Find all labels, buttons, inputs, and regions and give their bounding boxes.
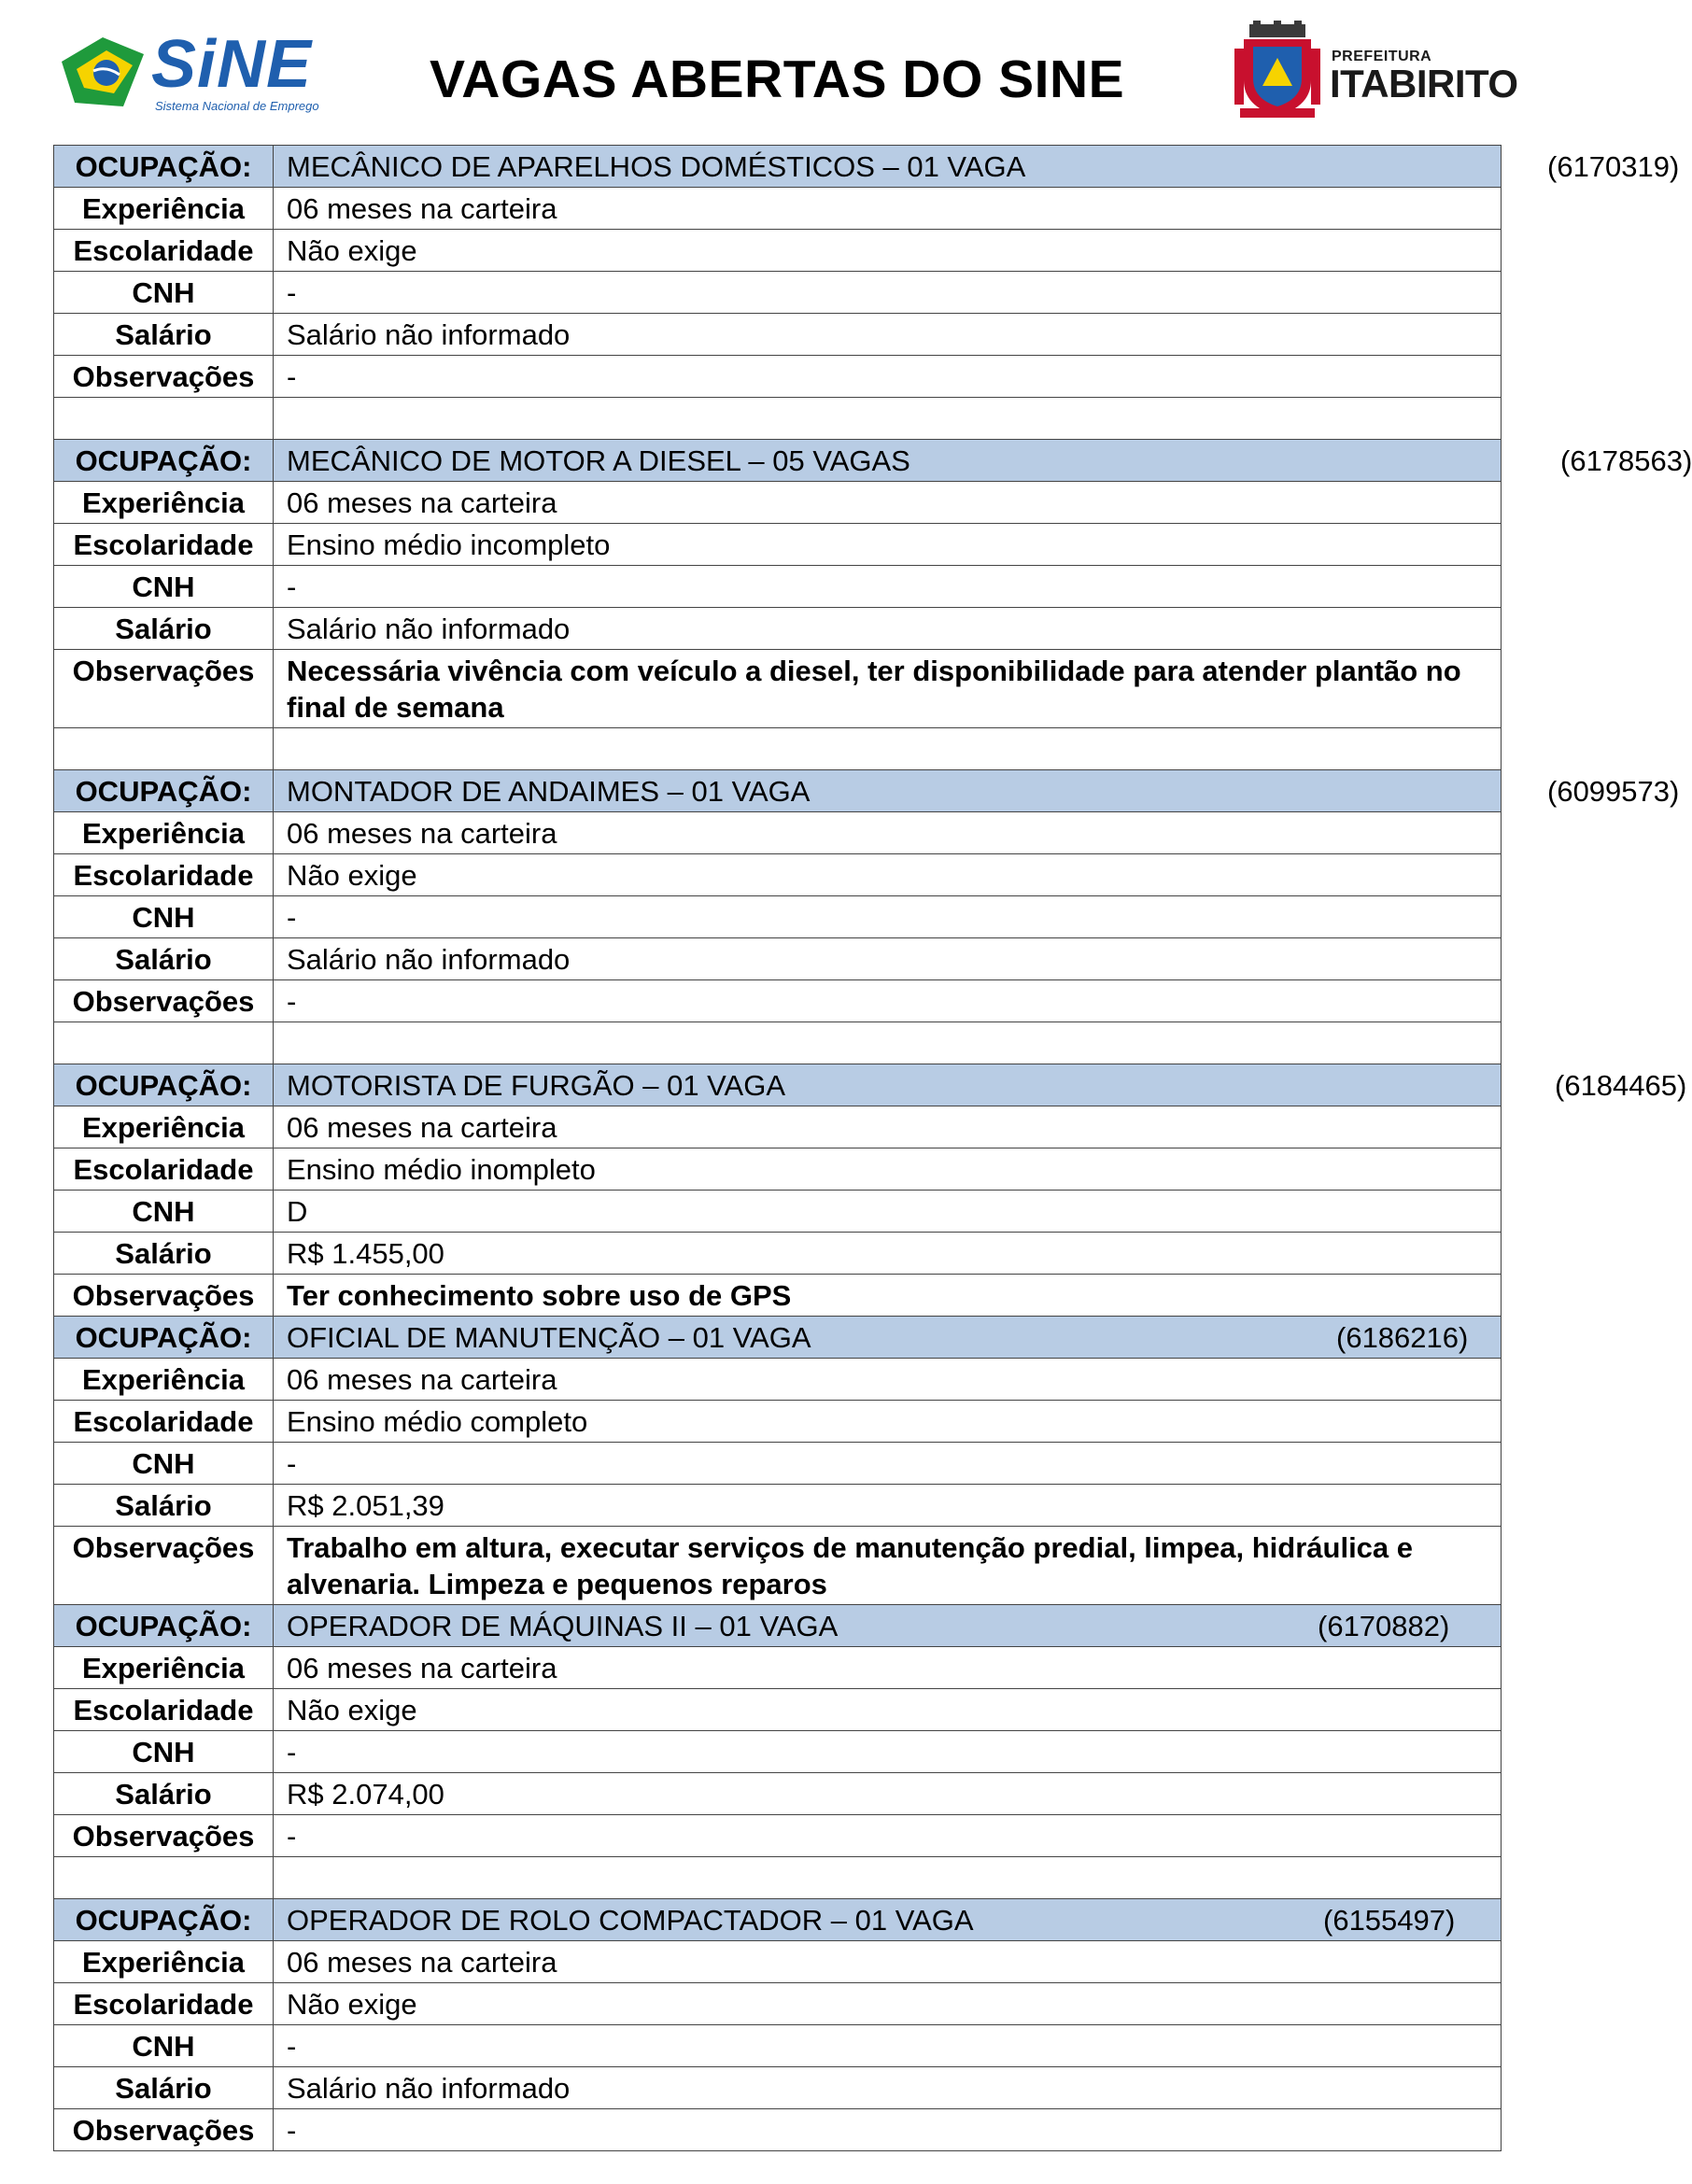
experience-row (54, 812, 1502, 854)
experience-label: Experiência (54, 1941, 274, 1983)
license-value: - (274, 2025, 1502, 2067)
salary-row (54, 1773, 1502, 1815)
license-value: D (274, 1191, 1502, 1233)
occupation-label: OCUPAÇÃO: (54, 1064, 274, 1106)
brazil-flag-icon (58, 34, 148, 112)
education-row (54, 1983, 1502, 2025)
occupation-title: MOTORISTA DE FURGÃO – 01 VAGA (287, 1069, 786, 1102)
salary-value: Salário não informado (274, 2067, 1502, 2109)
notes-row (54, 1815, 1502, 1857)
job-occupation-row (54, 440, 1502, 482)
salary-row (54, 1485, 1502, 1527)
spacer-cell (54, 728, 274, 770)
occupation-title: OPERADOR DE MÁQUINAS II – 01 VAGA (287, 1610, 839, 1642)
experience-label: Experiência (54, 1106, 274, 1148)
license-value: - (274, 896, 1502, 938)
occupation-value (274, 146, 1680, 188)
education-label: Escolaridade (54, 524, 274, 566)
occupation-label: OCUPAÇÃO: (54, 1317, 274, 1359)
notes-label: Observações (54, 1527, 274, 1605)
notes-value: Ter conhecimento sobre uso de GPS (274, 1275, 1502, 1317)
job-occupation-row (54, 1899, 1502, 1941)
salary-label: Salário (54, 1485, 274, 1527)
occupation-code: (6186216) (1336, 1321, 1469, 1354)
page-header (0, 0, 1544, 145)
license-row (54, 896, 1502, 938)
salary-row (54, 314, 1502, 356)
occupation-code: (6155497) (1323, 1904, 1456, 1937)
notes-label: Observações (54, 1815, 274, 1857)
page-title: VAGAS ABERTAS DO SINE (430, 49, 1125, 109)
job-listings-table (53, 145, 1692, 2151)
license-label: CNH (54, 1731, 274, 1773)
spacer-cell (54, 1857, 274, 1899)
salary-label: Salário (54, 314, 274, 356)
experience-label: Experiência (54, 812, 274, 854)
experience-row (54, 1106, 1502, 1148)
occupation-value (274, 1899, 1502, 1941)
license-value: - (274, 566, 1502, 608)
occupation-code: (6178563) (1560, 444, 1692, 477)
experience-row (54, 188, 1502, 230)
education-row (54, 524, 1502, 566)
license-label: CNH (54, 1443, 274, 1485)
salary-row (54, 2067, 1502, 2109)
salary-value: R$ 2.051,39 (274, 1485, 1502, 1527)
experience-value: 06 meses na carteira (274, 1359, 1502, 1401)
spacer-cell (274, 1022, 1502, 1064)
license-label: CNH (54, 1191, 274, 1233)
education-label: Escolaridade (54, 1401, 274, 1443)
spacer-row (54, 1857, 1502, 1899)
education-row (54, 1689, 1502, 1731)
experience-value: 06 meses na carteira (274, 188, 1502, 230)
notes-value: - (274, 980, 1502, 1022)
salary-value: R$ 1.455,00 (274, 1233, 1502, 1275)
sine-logo (58, 28, 329, 121)
education-row (54, 1401, 1502, 1443)
prefeitura-name: ITABIRITO (1330, 62, 1518, 106)
occupation-code: (6184465) (1555, 1069, 1687, 1102)
spacer-cell (54, 1022, 274, 1064)
education-label: Escolaridade (54, 1148, 274, 1191)
license-label: CNH (54, 896, 274, 938)
experience-value: 06 meses na carteira (274, 1647, 1502, 1689)
spacer-cell (274, 398, 1502, 440)
notes-value: Necessária vivência com veículo a diesel, ter disponibilidade para atender plantão no final de semana (274, 650, 1502, 728)
notes-row (54, 980, 1502, 1022)
occupation-value (274, 440, 1692, 482)
education-value: Ensino médio incompleto (274, 524, 1502, 566)
education-value: Não exige (274, 1983, 1502, 2025)
education-row (54, 854, 1502, 896)
salary-label: Salário (54, 608, 274, 650)
occupation-value (274, 770, 1680, 812)
prefeitura-label: PREFEITURA (1332, 49, 1432, 64)
education-value: Não exige (274, 854, 1502, 896)
education-label: Escolaridade (54, 230, 274, 272)
experience-label: Experiência (54, 188, 274, 230)
notes-row (54, 1527, 1502, 1605)
education-row (54, 230, 1502, 272)
notes-row (54, 2109, 1502, 2151)
occupation-code: (6099573) (1547, 775, 1680, 808)
occupation-label: OCUPAÇÃO: (54, 770, 274, 812)
job-occupation-row (54, 1605, 1502, 1647)
notes-label: Observações (54, 1275, 274, 1317)
occupation-label: OCUPAÇÃO: (54, 440, 274, 482)
notes-label: Observações (54, 356, 274, 398)
salary-value: Salário não informado (274, 608, 1502, 650)
experience-value: 06 meses na carteira (274, 482, 1502, 524)
salary-value: Salário não informado (274, 314, 1502, 356)
license-row (54, 272, 1502, 314)
experience-value: 06 meses na carteira (274, 812, 1502, 854)
license-row (54, 2025, 1502, 2067)
education-value: Não exige (274, 230, 1502, 272)
education-value: Ensino médio inompleto (274, 1148, 1502, 1191)
license-value: - (274, 1731, 1502, 1773)
license-row (54, 1191, 1502, 1233)
license-label: CNH (54, 566, 274, 608)
experience-row (54, 1647, 1502, 1689)
education-label: Escolaridade (54, 1983, 274, 2025)
occupation-title: MECÂNICO DE MOTOR A DIESEL – 05 VAGAS (287, 444, 910, 477)
experience-row (54, 1359, 1502, 1401)
salary-label: Salário (54, 938, 274, 980)
notes-value: - (274, 2109, 1502, 2151)
occupation-value (274, 1317, 1502, 1359)
education-value: Não exige (274, 1689, 1502, 1731)
notes-label: Observações (54, 980, 274, 1022)
occupation-value (274, 1064, 1687, 1106)
notes-value: - (274, 356, 1502, 398)
experience-value: 06 meses na carteira (274, 1941, 1502, 1983)
education-value: Ensino médio completo (274, 1401, 1502, 1443)
notes-value: - (274, 1815, 1502, 1857)
job-occupation-row (54, 1064, 1502, 1106)
occupation-value (274, 1605, 1502, 1647)
license-label: CNH (54, 272, 274, 314)
education-label: Escolaridade (54, 854, 274, 896)
job-occupation-row (54, 770, 1502, 812)
job-occupation-row (54, 146, 1502, 188)
occupation-label: OCUPAÇÃO: (54, 146, 274, 188)
sine-logo-subtitle: Sistema Nacional de Emprego (155, 99, 319, 113)
spacer-row (54, 728, 1502, 770)
license-label: CNH (54, 2025, 274, 2067)
occupation-title: MECÂNICO DE APARELHOS DOMÉSTICOS – 01 VAGA (287, 150, 1026, 183)
notes-row (54, 1275, 1502, 1317)
notes-value: Trabalho em altura, executar serviços de manutenção predial, limpea, hidráulica e alvenaria. Limpeza e pequenos reparos (274, 1527, 1502, 1605)
salary-value: Salário não informado (274, 938, 1502, 980)
spacer-cell (274, 728, 1502, 770)
notes-label: Observações (54, 2109, 274, 2151)
experience-label: Experiência (54, 482, 274, 524)
spacer-cell (54, 398, 274, 440)
experience-row (54, 1941, 1502, 1983)
education-row (54, 1148, 1502, 1191)
sine-logo-wordmark: SiNE (151, 27, 313, 102)
salary-value: R$ 2.074,00 (274, 1773, 1502, 1815)
experience-label: Experiência (54, 1359, 274, 1401)
salary-row (54, 938, 1502, 980)
occupation-title: MONTADOR DE ANDAIMES – 01 VAGA (287, 775, 811, 808)
occupation-title: OPERADOR DE ROLO COMPACTADOR – 01 VAGA (287, 1904, 974, 1937)
experience-value: 06 meses na carteira (274, 1106, 1502, 1148)
salary-row (54, 608, 1502, 650)
notes-row (54, 356, 1502, 398)
occupation-label: OCUPAÇÃO: (54, 1605, 274, 1647)
license-row (54, 566, 1502, 608)
license-row (54, 1443, 1502, 1485)
salary-row (54, 1233, 1502, 1275)
city-crest-icon (1231, 21, 1324, 121)
license-value: - (274, 1443, 1502, 1485)
experience-row (54, 482, 1502, 524)
salary-label: Salário (54, 1233, 274, 1275)
salary-label: Salário (54, 2067, 274, 2109)
experience-label: Experiência (54, 1647, 274, 1689)
occupation-code: (6170319) (1547, 150, 1680, 183)
license-value: - (274, 272, 1502, 314)
education-label: Escolaridade (54, 1689, 274, 1731)
spacer-row (54, 1022, 1502, 1064)
job-occupation-row (54, 1317, 1502, 1359)
occupation-label: OCUPAÇÃO: (54, 1899, 274, 1941)
spacer-cell (274, 1857, 1502, 1899)
occupation-title: OFICIAL DE MANUTENÇÃO – 01 VAGA (287, 1321, 811, 1354)
notes-label: Observações (54, 650, 274, 728)
prefeitura-logo (1231, 21, 1518, 123)
occupation-code: (6170882) (1318, 1610, 1450, 1642)
license-row (54, 1731, 1502, 1773)
spacer-row (54, 398, 1502, 440)
salary-label: Salário (54, 1773, 274, 1815)
notes-row (54, 650, 1502, 728)
